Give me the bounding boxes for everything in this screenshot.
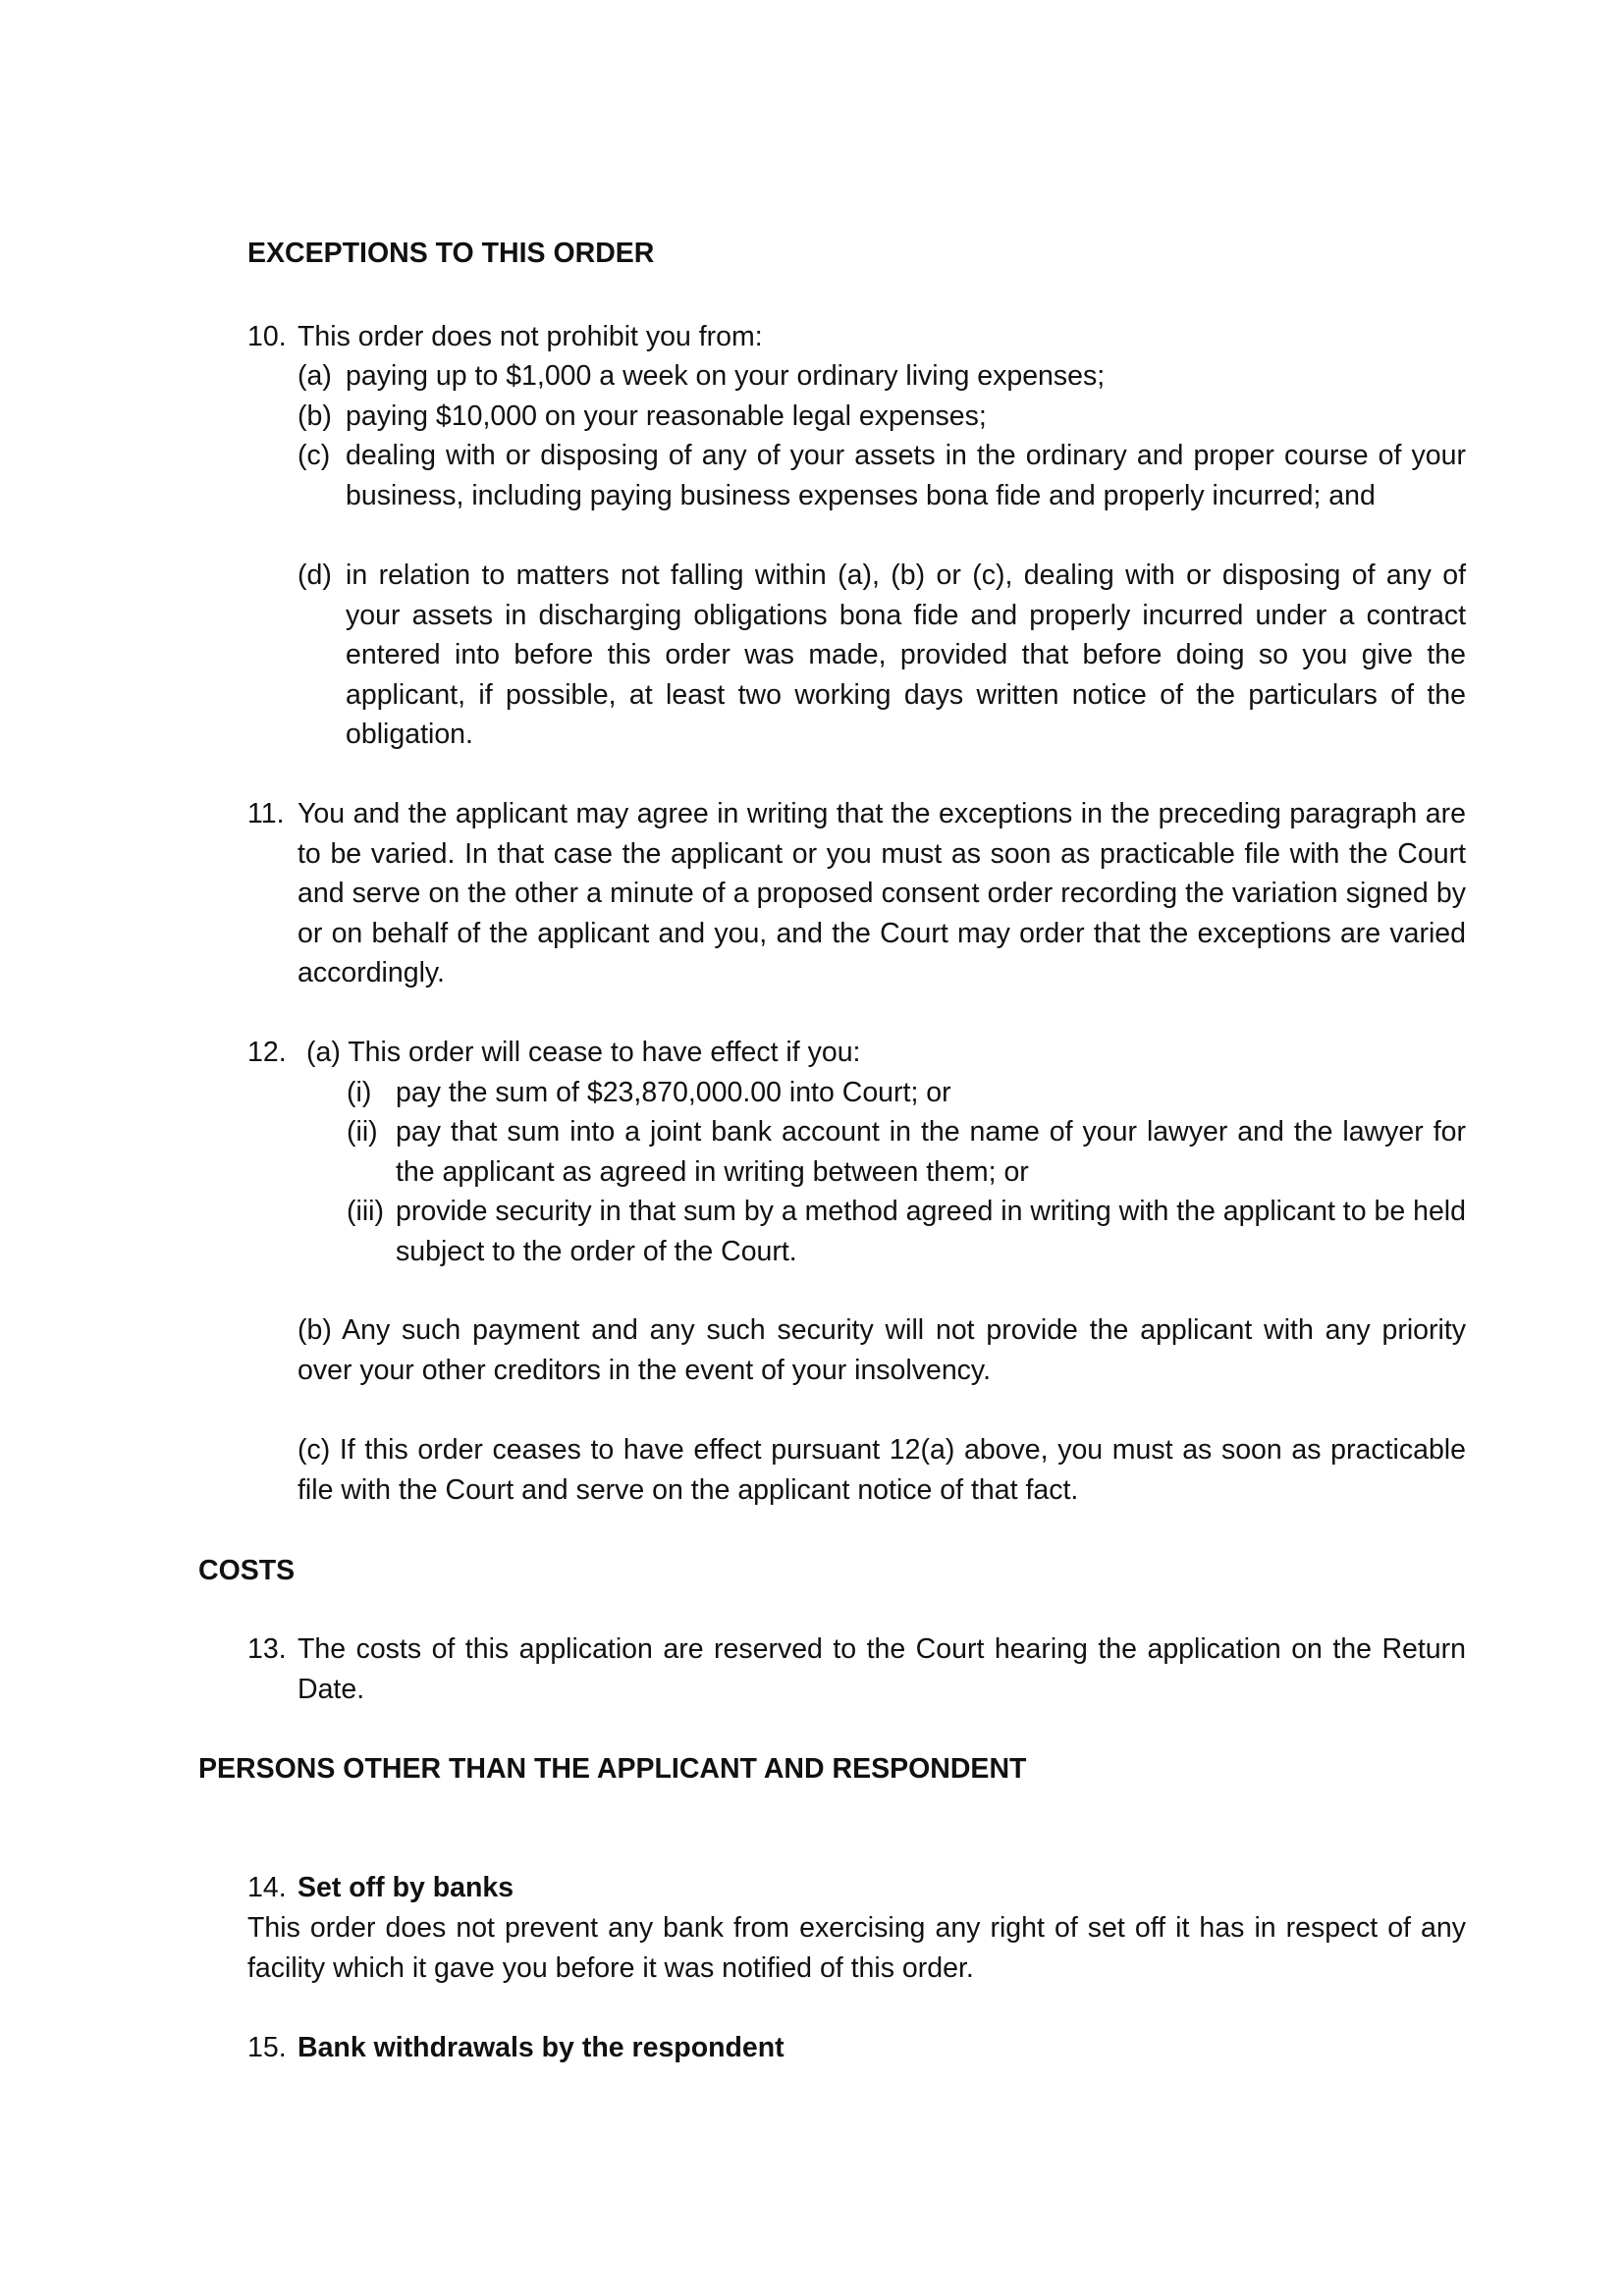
paragraph-10-intro: This order does not prohibit you from: [298, 321, 763, 352]
paragraph-number-11: 11. [247, 798, 285, 829]
list-item-label: (i) [347, 1077, 372, 1108]
list-item [347, 1192, 1466, 1271]
section-heading-persons: PERSONS OTHER THAN THE APPLICANT AND RESPONDENT [198, 1753, 1027, 1785]
paragraph-12-c-text: (c) If this order ceases to have effect pursuant 12(a) above, you must as soon as practicable file with the Court and serve on the applicant notice of that fact. [298, 1434, 1466, 1506]
section-heading-exceptions: EXCEPTIONS TO THIS ORDER [247, 238, 655, 269]
list-item-text: pay the sum of $23,870,000.00 into Court; or [396, 1077, 951, 1108]
list-item-label: (d) [298, 560, 332, 591]
list-item-text: paying $10,000 on your reasonable legal expenses; [346, 400, 987, 432]
list-item [298, 356, 1466, 397]
list-item-text: dealing with or disposing of any of your assets in the ordinary and proper course of your business, including paying business expenses bona fide and properly incurred; and [346, 440, 1466, 511]
list-item-text: provide security in that sum by a method agreed in writing with the applicant to be held subject to the order of the Court. [396, 1196, 1466, 1267]
paragraph-12-b-text: (b) Any such payment and any such security will not provide the applicant with any priority over your other creditors in the event of your insolvency. [298, 1314, 1466, 1386]
list-item [347, 1112, 1466, 1192]
paragraph-number-10: 10. [247, 321, 287, 352]
list-item [298, 436, 1466, 556]
list-item-text: in relation to matters not falling within (a), (b) or (c), dealing with or disposing of any of your assets in discharging obligations bona fide and properly incurred under a contract entered into before this order was made, provided that before doing so you give the applicant, if possible, at least two working days written notice of the particulars of the obligation. [346, 560, 1466, 750]
paragraph-number-15: 15. [247, 2032, 287, 2063]
paragraph-number-13: 13. [247, 1633, 287, 1665]
list-item-label: (iii) [347, 1196, 384, 1227]
list-item [298, 556, 1466, 755]
list-item-text: paying up to $1,000 a week on your ordinary living expenses; [346, 360, 1106, 392]
paragraph-14-title: Set off by banks [298, 1872, 514, 1903]
list-item-label: (b) [298, 400, 332, 432]
section-heading-costs: COSTS [198, 1555, 296, 1586]
paragraph-13-text: The costs of this application are reserved to the Court hearing the application on the Return Date. [298, 1633, 1466, 1705]
list-item-label: (c) [298, 440, 331, 471]
list-item-text: pay that sum into a joint bank account in the name of your lawyer and the lawyer for the applicant as agreed in writing between them; or [396, 1116, 1466, 1188]
list-item-label: (a) [298, 360, 332, 392]
paragraph-12-a-intro: (a) This order will cease to have effect if you: [306, 1037, 861, 1068]
list-item-label: (ii) [347, 1116, 378, 1148]
paragraph-number-14: 14. [247, 1872, 287, 1903]
list-item [298, 397, 1466, 437]
paragraph-15-title: Bank withdrawals by the respondent [298, 2032, 784, 2063]
paragraph-14-text: This order does not prevent any bank from exercising any right of set off it has in respect of any facility which it gave you before it was notified of this order. [247, 1912, 1466, 1984]
paragraph-11-text: You and the applicant may agree in writing that the exceptions in the preceding paragraph are to be varied. In that case the applicant or you must as soon as practicable file with the Court and serve on the other a minute of a proposed consent order recording the variation signed by or on behalf of the applicant and you, and the Court may order that the exceptions are varied accordingly. [298, 798, 1466, 988]
paragraph-number-12: 12. [247, 1037, 287, 1068]
list-item [347, 1073, 1466, 1113]
